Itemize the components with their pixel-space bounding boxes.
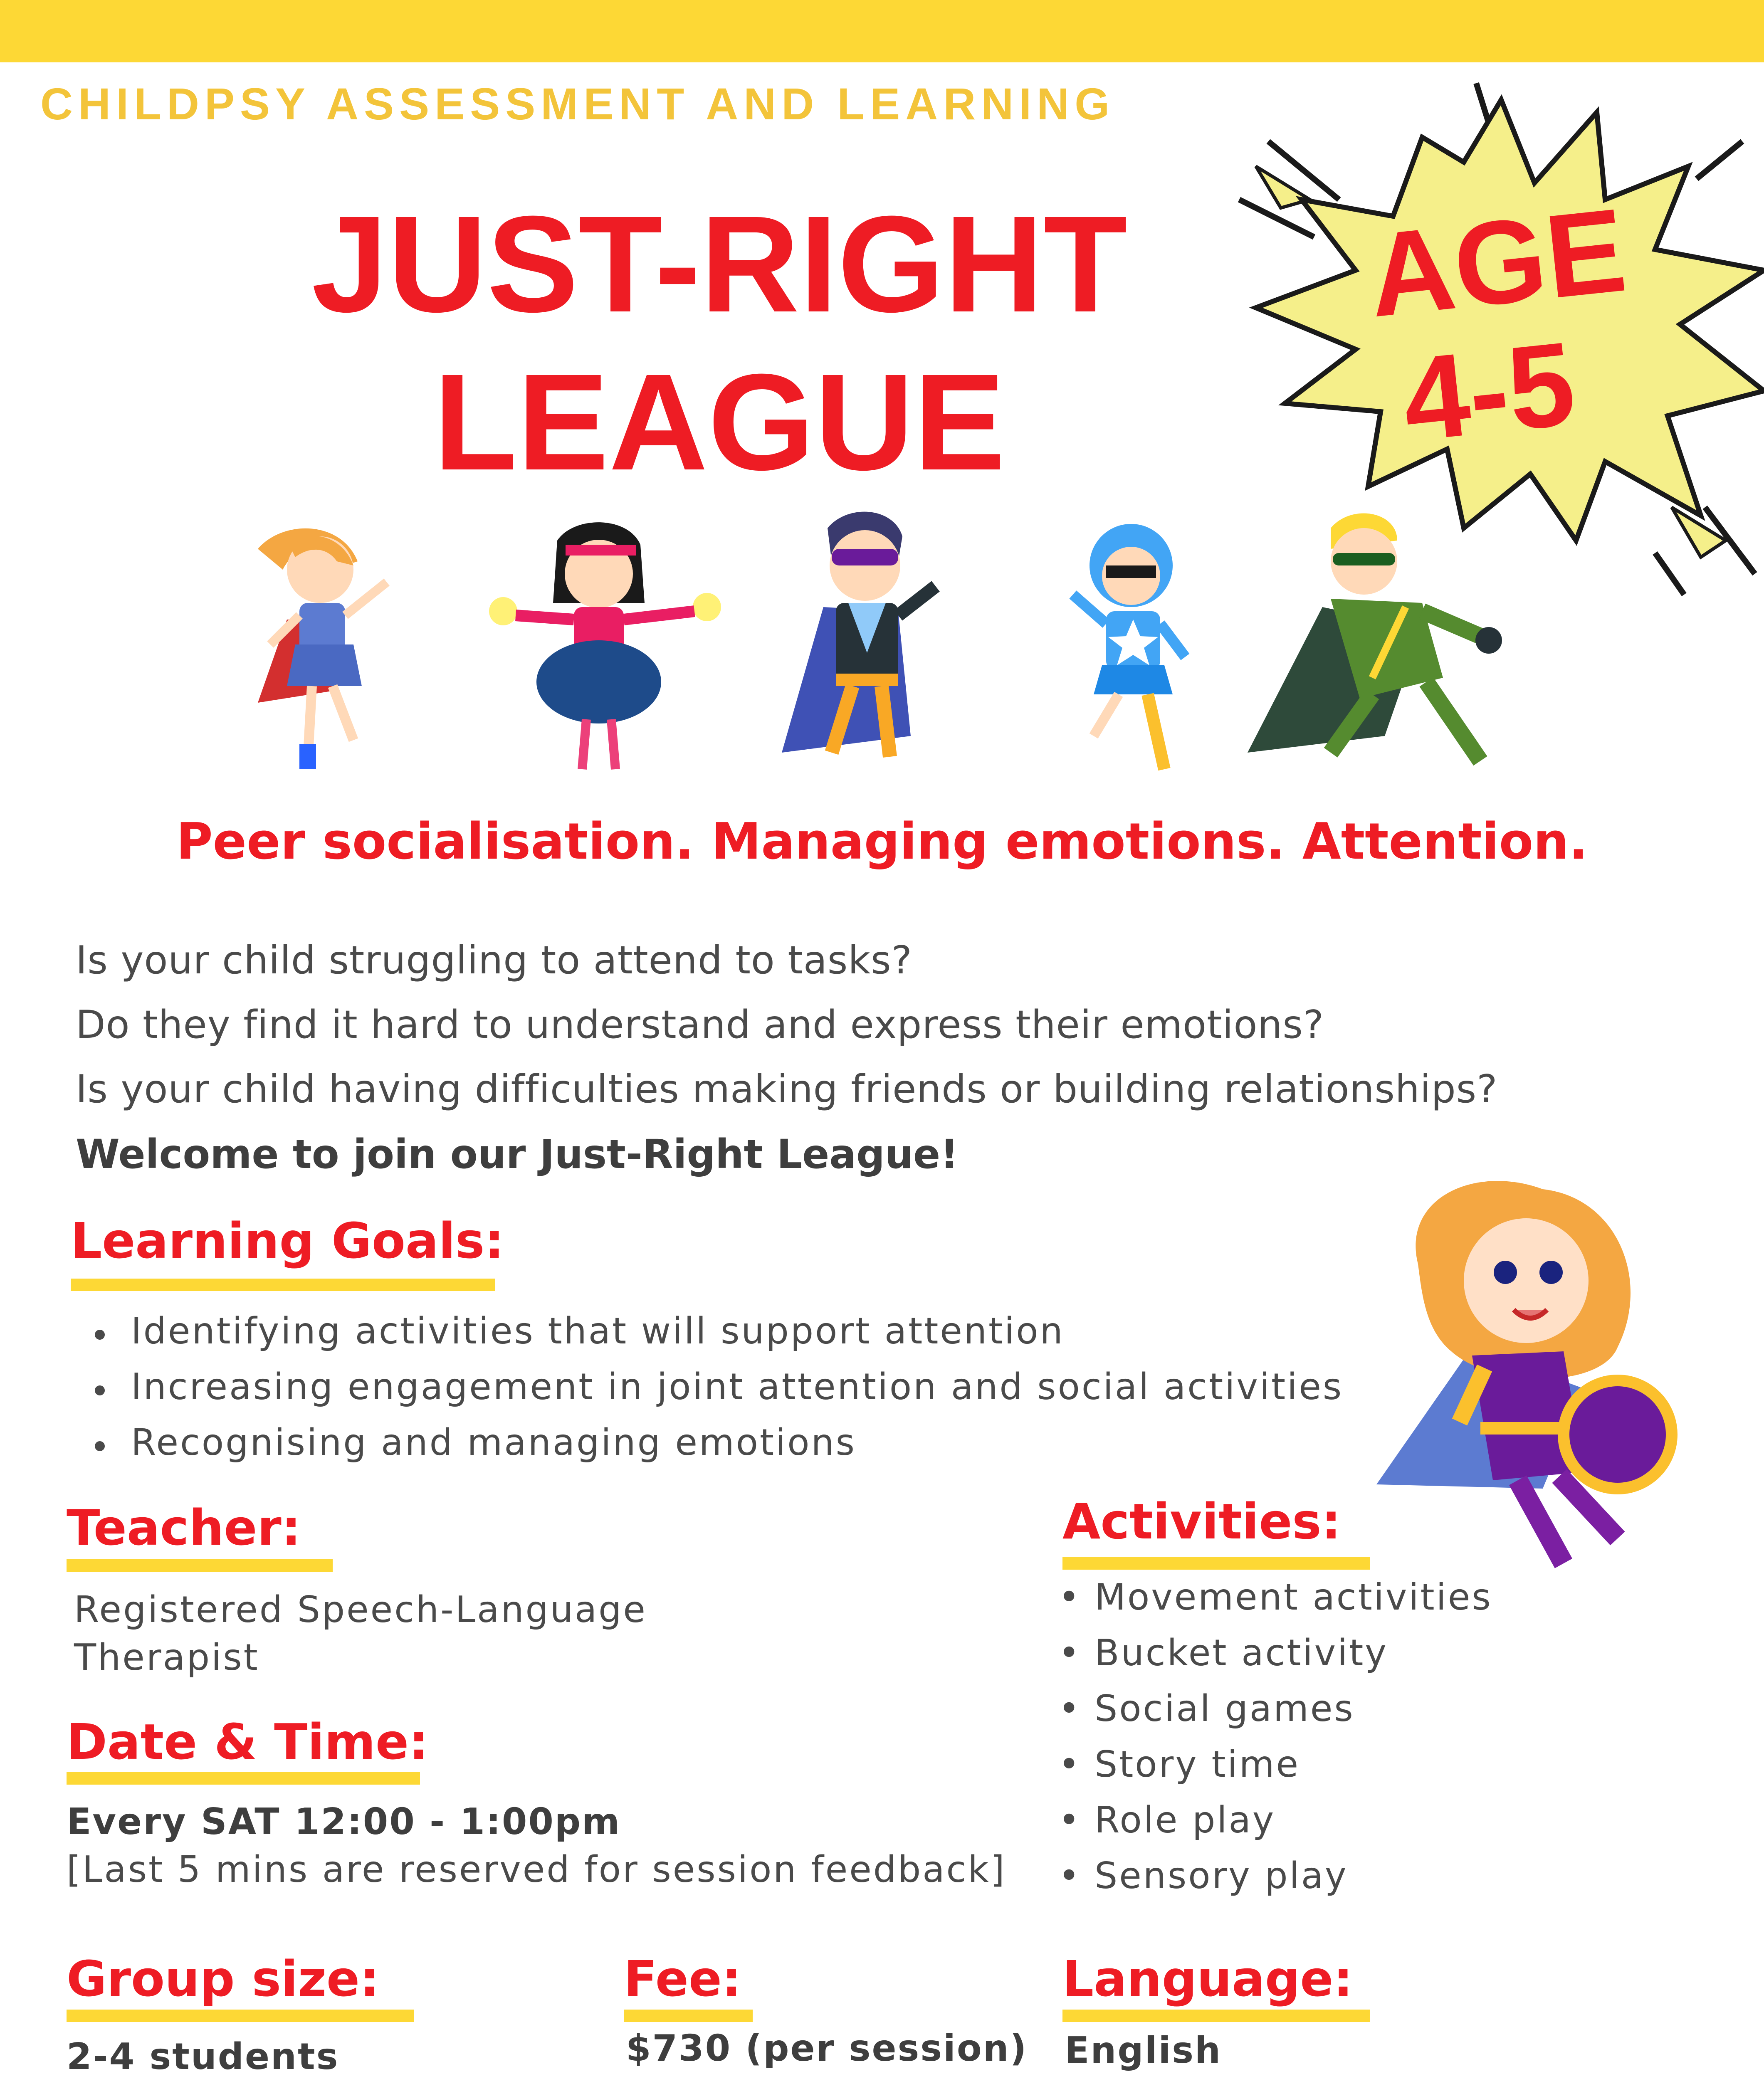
teacher-underline	[67, 1559, 333, 1572]
title-line-2: LEAGUE	[433, 345, 1006, 499]
teacher-line-2: Therapist	[74, 1636, 259, 1679]
schedule-note: [Last 5 mins are reserved for session feedback]	[67, 1848, 1006, 1891]
title-line-1: JUST-RIGHT	[311, 187, 1127, 341]
hero-boy-mask	[782, 512, 936, 757]
group-size-underline	[67, 2010, 414, 2022]
language-underline	[1062, 2010, 1370, 2022]
activity-item: • Sensory play	[1058, 1854, 1348, 1897]
goal-item: Recognising and managing emotions	[71, 1421, 1343, 1477]
activity-item: • Role play	[1058, 1799, 1276, 1841]
activity-item: • Movement activities	[1058, 1576, 1492, 1618]
activity-item: • Bucket activity	[1058, 1632, 1388, 1674]
superhero-kids-illustration	[233, 511, 1564, 802]
question-3: Is your child having difficulties making friends or building relationships?	[76, 1067, 1498, 1111]
activities-heading: Activities:	[1062, 1493, 1341, 1550]
goal-item: Increasing engagement in joint attention and social activities	[71, 1365, 1343, 1421]
hero-girl-sparkles	[489, 522, 721, 769]
activities-list	[1058, 1576, 1492, 1910]
hero-green-flying	[1248, 513, 1502, 761]
learning-goals-heading: Learning Goals:	[71, 1212, 504, 1269]
question-1: Is your child struggling to attend to tasks?	[76, 938, 912, 983]
goal-item: Identifying activities that will support attention	[71, 1310, 1343, 1365]
activity-item: • Social games	[1058, 1687, 1355, 1730]
fee-value: $730 (per session)	[626, 2027, 1028, 2069]
group-size-value: 2-4 students	[67, 2035, 339, 2078]
learning-goals-underline	[71, 1279, 495, 1291]
age-label: AGE	[1362, 183, 1632, 342]
superhero-girl-illustration	[1368, 1173, 1684, 1584]
teacher-heading: Teacher:	[67, 1499, 301, 1556]
language-value: English	[1065, 2029, 1222, 2072]
date-time-heading: Date & Time:	[67, 1713, 429, 1770]
age-range: 4-5	[1396, 317, 1581, 467]
hero-girl-helmet	[1073, 524, 1185, 769]
group-size-heading: Group size:	[67, 1950, 380, 2007]
welcome-text: Welcome to join our Just-Right League!	[76, 1131, 959, 1178]
hero-girl-red-cape	[258, 528, 387, 769]
teacher-line-1: Registered Speech-Language	[74, 1588, 647, 1631]
learning-goals-list	[71, 1310, 1343, 1477]
activities-underline	[1062, 1557, 1370, 1570]
tagline: Peer socialisation. Managing emotions. Attention.	[176, 813, 1588, 871]
fee-underline	[624, 2010, 753, 2022]
schedule-text: Every SAT 12:00 - 1:00pm	[67, 1800, 621, 1843]
language-heading: Language:	[1062, 1950, 1353, 2007]
date-time-underline	[67, 1772, 420, 1785]
activity-item: • Story time	[1058, 1743, 1300, 1785]
top-band	[0, 0, 1764, 62]
question-2: Do they find it hard to understand and express their emotions?	[76, 1002, 1324, 1047]
organization-name: CHILDPSY ASSESSMENT AND LEARNING	[40, 79, 1115, 129]
fee-heading: Fee:	[624, 1950, 742, 2007]
